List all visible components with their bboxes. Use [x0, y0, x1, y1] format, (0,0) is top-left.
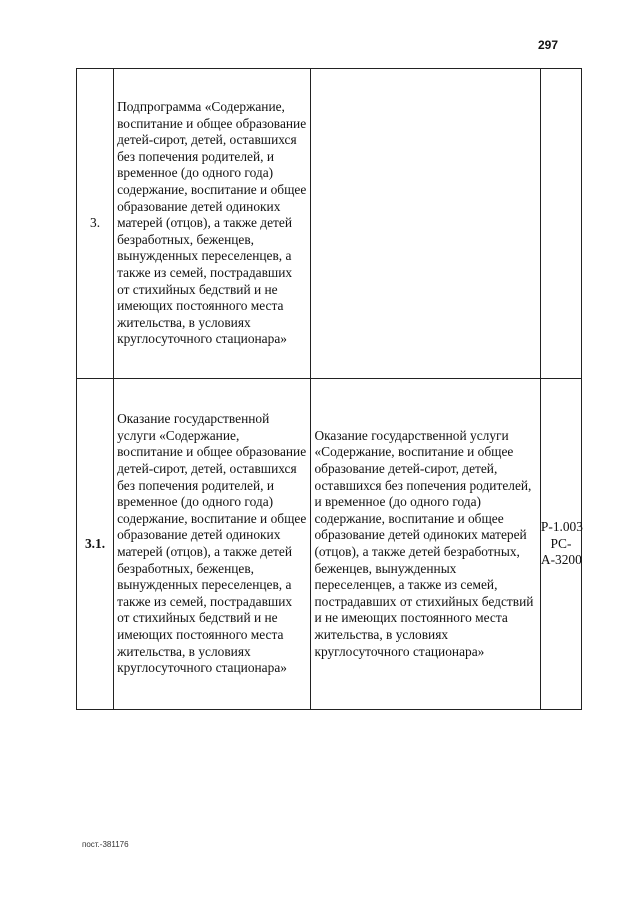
- footer-document-code: пост.-381176: [82, 840, 129, 849]
- row-code-text: Р-1.003 РС-А-3200: [540, 519, 583, 568]
- row-name: [114, 379, 311, 710]
- row-code: [540, 69, 581, 379]
- row-number: 3.1.: [77, 379, 114, 710]
- table-row: [77, 379, 582, 710]
- row-name: [114, 69, 311, 379]
- row-name-text: Оказание государственной услуги «Содержание, воспитание и общее образование детей-сирот, детей, оставшихся без попечения родителей, и временное (до одного года) содержание, воспитание и общее образование детей одиноких матерей (отцов), а также детей безработных, беженцев, вынужденных переселенцев, а также из семей, пострадавших от стихийных бедствий и не имеющих постоянного места жительства, в условиях круглосуточного стационара»: [117, 411, 307, 676]
- row-description: [311, 69, 540, 379]
- page-number: 297: [538, 38, 559, 52]
- row-number: 3.: [77, 69, 114, 379]
- row-name-text: Подпрограмма «Содержание, воспитание и общее образование детей-сирот, детей, оставшихся без попечения родителей, и временное (до одного года) содержание, воспитание и общее образование детей одиноких матерей (отцов), а также детей безработных, беженцев, вынужденных переселенцев, а также из семей, пострадавших от стихийных бедствий и не имеющих постоянного места жительства, в условиях круглосуточного стационара»: [117, 99, 307, 347]
- table-row: [77, 69, 582, 379]
- row-description-text: Оказание государственной услуги «Содержание, воспитание и общее образование детей-сирот, детей, оставшихся без попечения родителей, и временное (до одного года) содержание, воспитание и общее образование детей одиноких матерей (отцов), а также детей безработных, беженцев, вынужденных переселенцев, а также из семей, пострадавших от стихийных бедствий и не имеющих постоянного места жительства, в условиях круглосуточного стационара»: [314, 427, 534, 659]
- row-description: [311, 379, 540, 710]
- row-code: [540, 379, 581, 710]
- document-table: [76, 68, 582, 710]
